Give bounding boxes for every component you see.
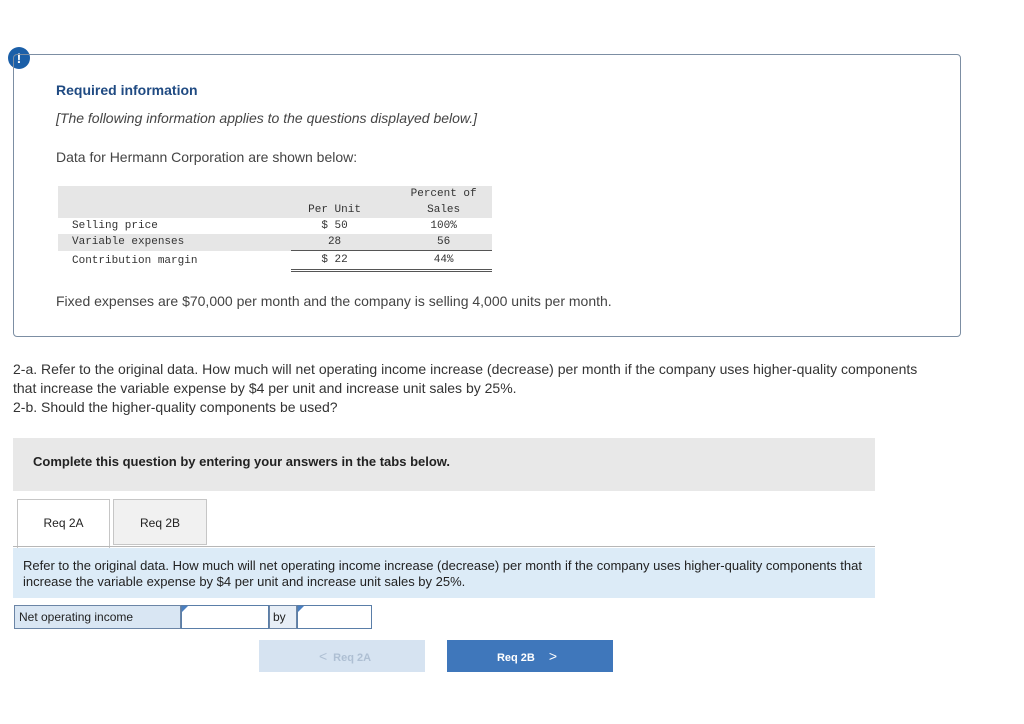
- answer-row: [14, 605, 372, 629]
- table-row: [58, 218, 492, 234]
- row-percent: 100%: [430, 220, 457, 232]
- row-per-unit: $ 22: [291, 251, 378, 271]
- tab-req-2b[interactable]: Req 2B: [113, 499, 207, 545]
- data-table: [58, 186, 492, 272]
- prev-req-2a-button[interactable]: [259, 640, 425, 672]
- dropdown-marker-icon: [298, 606, 304, 612]
- input-marker-icon: [182, 606, 188, 612]
- by-label: by: [269, 605, 297, 629]
- tab-instructions: Refer to the original data. How much will net operating income increase (decrease) per month if the company uses higher-quality components that increase the variable expense by $4 per unit and increase unit sales by 25%.: [13, 548, 875, 598]
- row-percent: 44%: [395, 251, 492, 271]
- info-note: [The following information applies to the questions displayed below.]: [56, 110, 478, 126]
- info-title: Required information: [56, 82, 198, 98]
- row-label: Contribution margin: [72, 254, 198, 267]
- required-information-panel: [13, 54, 961, 337]
- row-per-unit: $ 50: [321, 220, 348, 232]
- table-row: [58, 251, 492, 271]
- next-req-2b-button[interactable]: [447, 640, 613, 672]
- complete-instructions-bar: Complete this question by entering your answers in the tabs below.: [13, 438, 875, 491]
- exclamation-icon: !: [8, 47, 30, 69]
- col-per-unit-header: Per Unit: [291, 202, 378, 218]
- tab-divider: [13, 546, 875, 547]
- question-text: [13, 360, 943, 417]
- col-percent-header-2: Sales: [395, 202, 492, 218]
- row-per-unit: 28: [291, 234, 378, 251]
- increase-decrease-select[interactable]: [297, 605, 372, 629]
- next-button-label: Req 2B: [496, 652, 535, 664]
- prev-button-label: Req 2A: [333, 652, 372, 664]
- question-part-b: 2-b. Should the higher-quality components be used?: [13, 399, 338, 415]
- net-operating-income-label: Net operating income: [14, 605, 181, 629]
- row-label: Variable expenses: [58, 234, 280, 251]
- row-label: Selling price: [72, 220, 158, 232]
- chevron-right-icon: >: [548, 648, 558, 664]
- chevron-left-icon: <: [318, 648, 328, 664]
- net-operating-income-input[interactable]: [181, 605, 269, 629]
- fixed-expenses-text: Fixed expenses are $70,000 per month and the company is selling 4,000 units per month.: [56, 293, 612, 309]
- row-percent: 56: [395, 234, 492, 251]
- question-part-a: 2-a. Refer to the original data. How much will net operating income increase (decrease) per month if the company uses higher-quality components that increase the variable expense by $4 per unit and increase unit sales by 25%.: [13, 361, 918, 396]
- info-intro: Data for Hermann Corporation are shown below:: [56, 149, 358, 165]
- table-row: [58, 234, 492, 251]
- tab-req-2a[interactable]: Req 2A: [17, 499, 110, 548]
- col-percent-header-1: Percent of: [395, 186, 492, 202]
